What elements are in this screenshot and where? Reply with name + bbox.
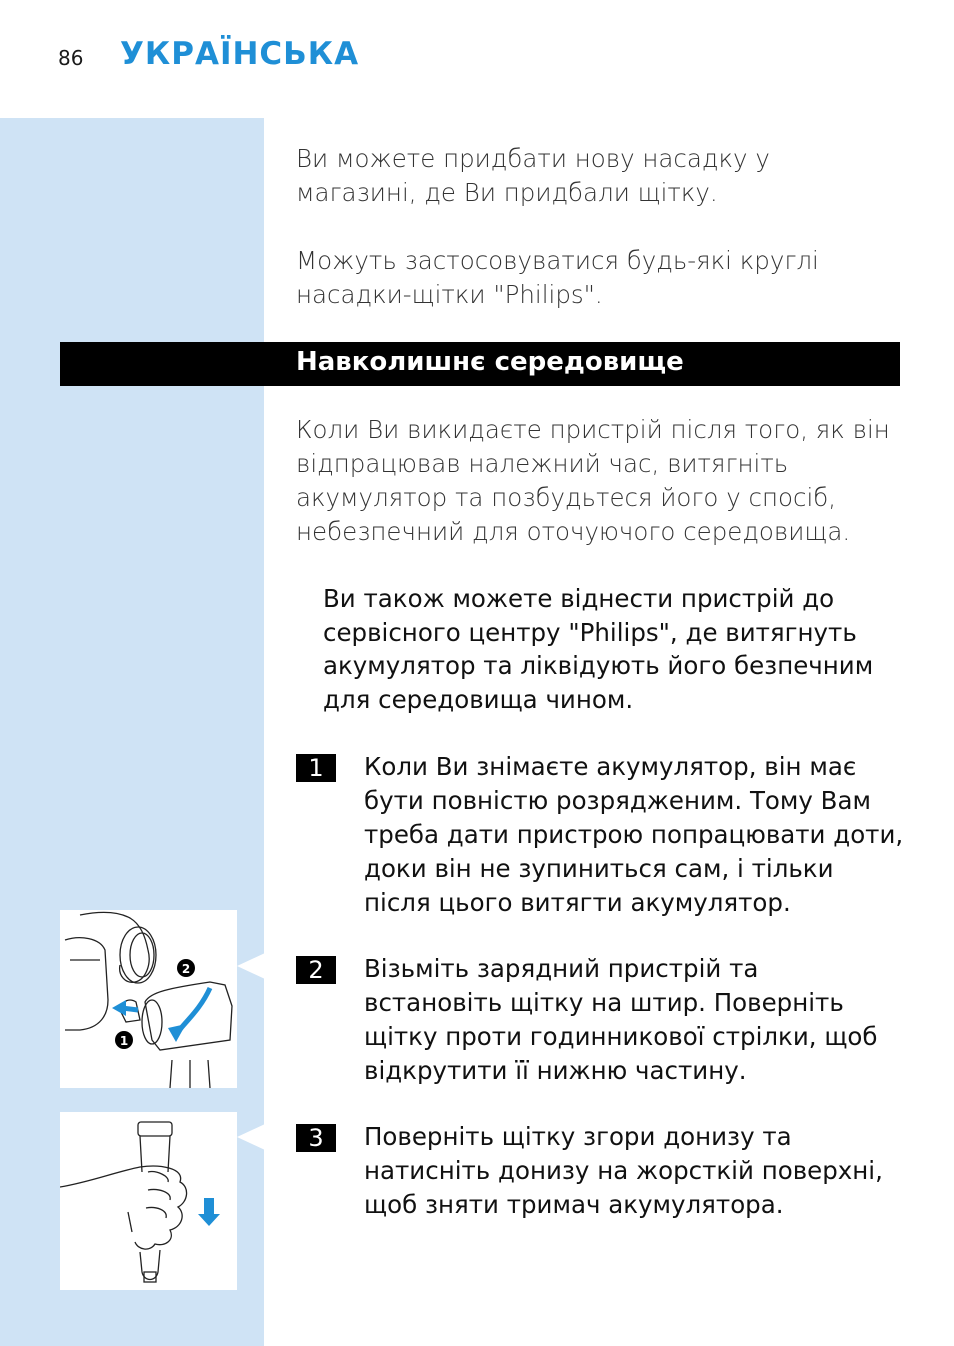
unscrew-drawing (60, 910, 237, 1088)
step-number: 1 (296, 754, 336, 782)
paragraph-new-attachment: Ви можете придбати нову насадку у магазині, де Ви придбали щітку. (296, 144, 770, 207)
step-text: Поверніть щітку згори донизу та натисніть донизу на жорсткій поверхні, щоб зняти тримач акумулятора. (364, 1122, 883, 1219)
section-title: Навколишнє середовище (296, 347, 684, 377)
paragraph-disposal: Коли Ви викидаєте пристрій після того, як він відпрацював належний час, витягніть акумулятор та позбудьтеся його у спосіб, небезпечний для оточуючого середовища. (296, 415, 890, 546)
page-number: 86 (58, 46, 84, 70)
service-center-note: Ви також можете віднести пристрій до сервісного центру "Philips", де витягнуть акумулятор та ліквідують його безпечним для середовища чином. (323, 584, 874, 714)
step-text: Коли Ви знімаєте акумулятор, він має бути повністю розрядженим. Тому Вам треба дати пристрою попрацювати доти, доки він не зупиниться сам, і тільки після цього витягти акумулятор. (364, 752, 904, 917)
figure-1-pointer (237, 953, 265, 979)
illustration-push-down (60, 1112, 237, 1290)
marker-2-label: 2 (181, 962, 191, 976)
step-number: 2 (296, 956, 336, 984)
figure-2-pointer (237, 1124, 265, 1150)
paragraph-compatible-heads: Можуть застосовуватися будь-які круглі насадки-щітки "Philips". (296, 246, 819, 309)
step-text: Візьміть зарядний пристрій та встановіть щітку на штир. Поверніть щітку проти годинникової стрілки, щоб відкрутити її нижню частину. (364, 954, 878, 1085)
illustration-unscrew (60, 910, 237, 1088)
language-title: УКРАЇНСЬКА (120, 36, 360, 72)
push-down-drawing (60, 1112, 237, 1290)
step-number: 3 (296, 1124, 336, 1152)
marker-1-label: 1 (119, 1034, 129, 1048)
